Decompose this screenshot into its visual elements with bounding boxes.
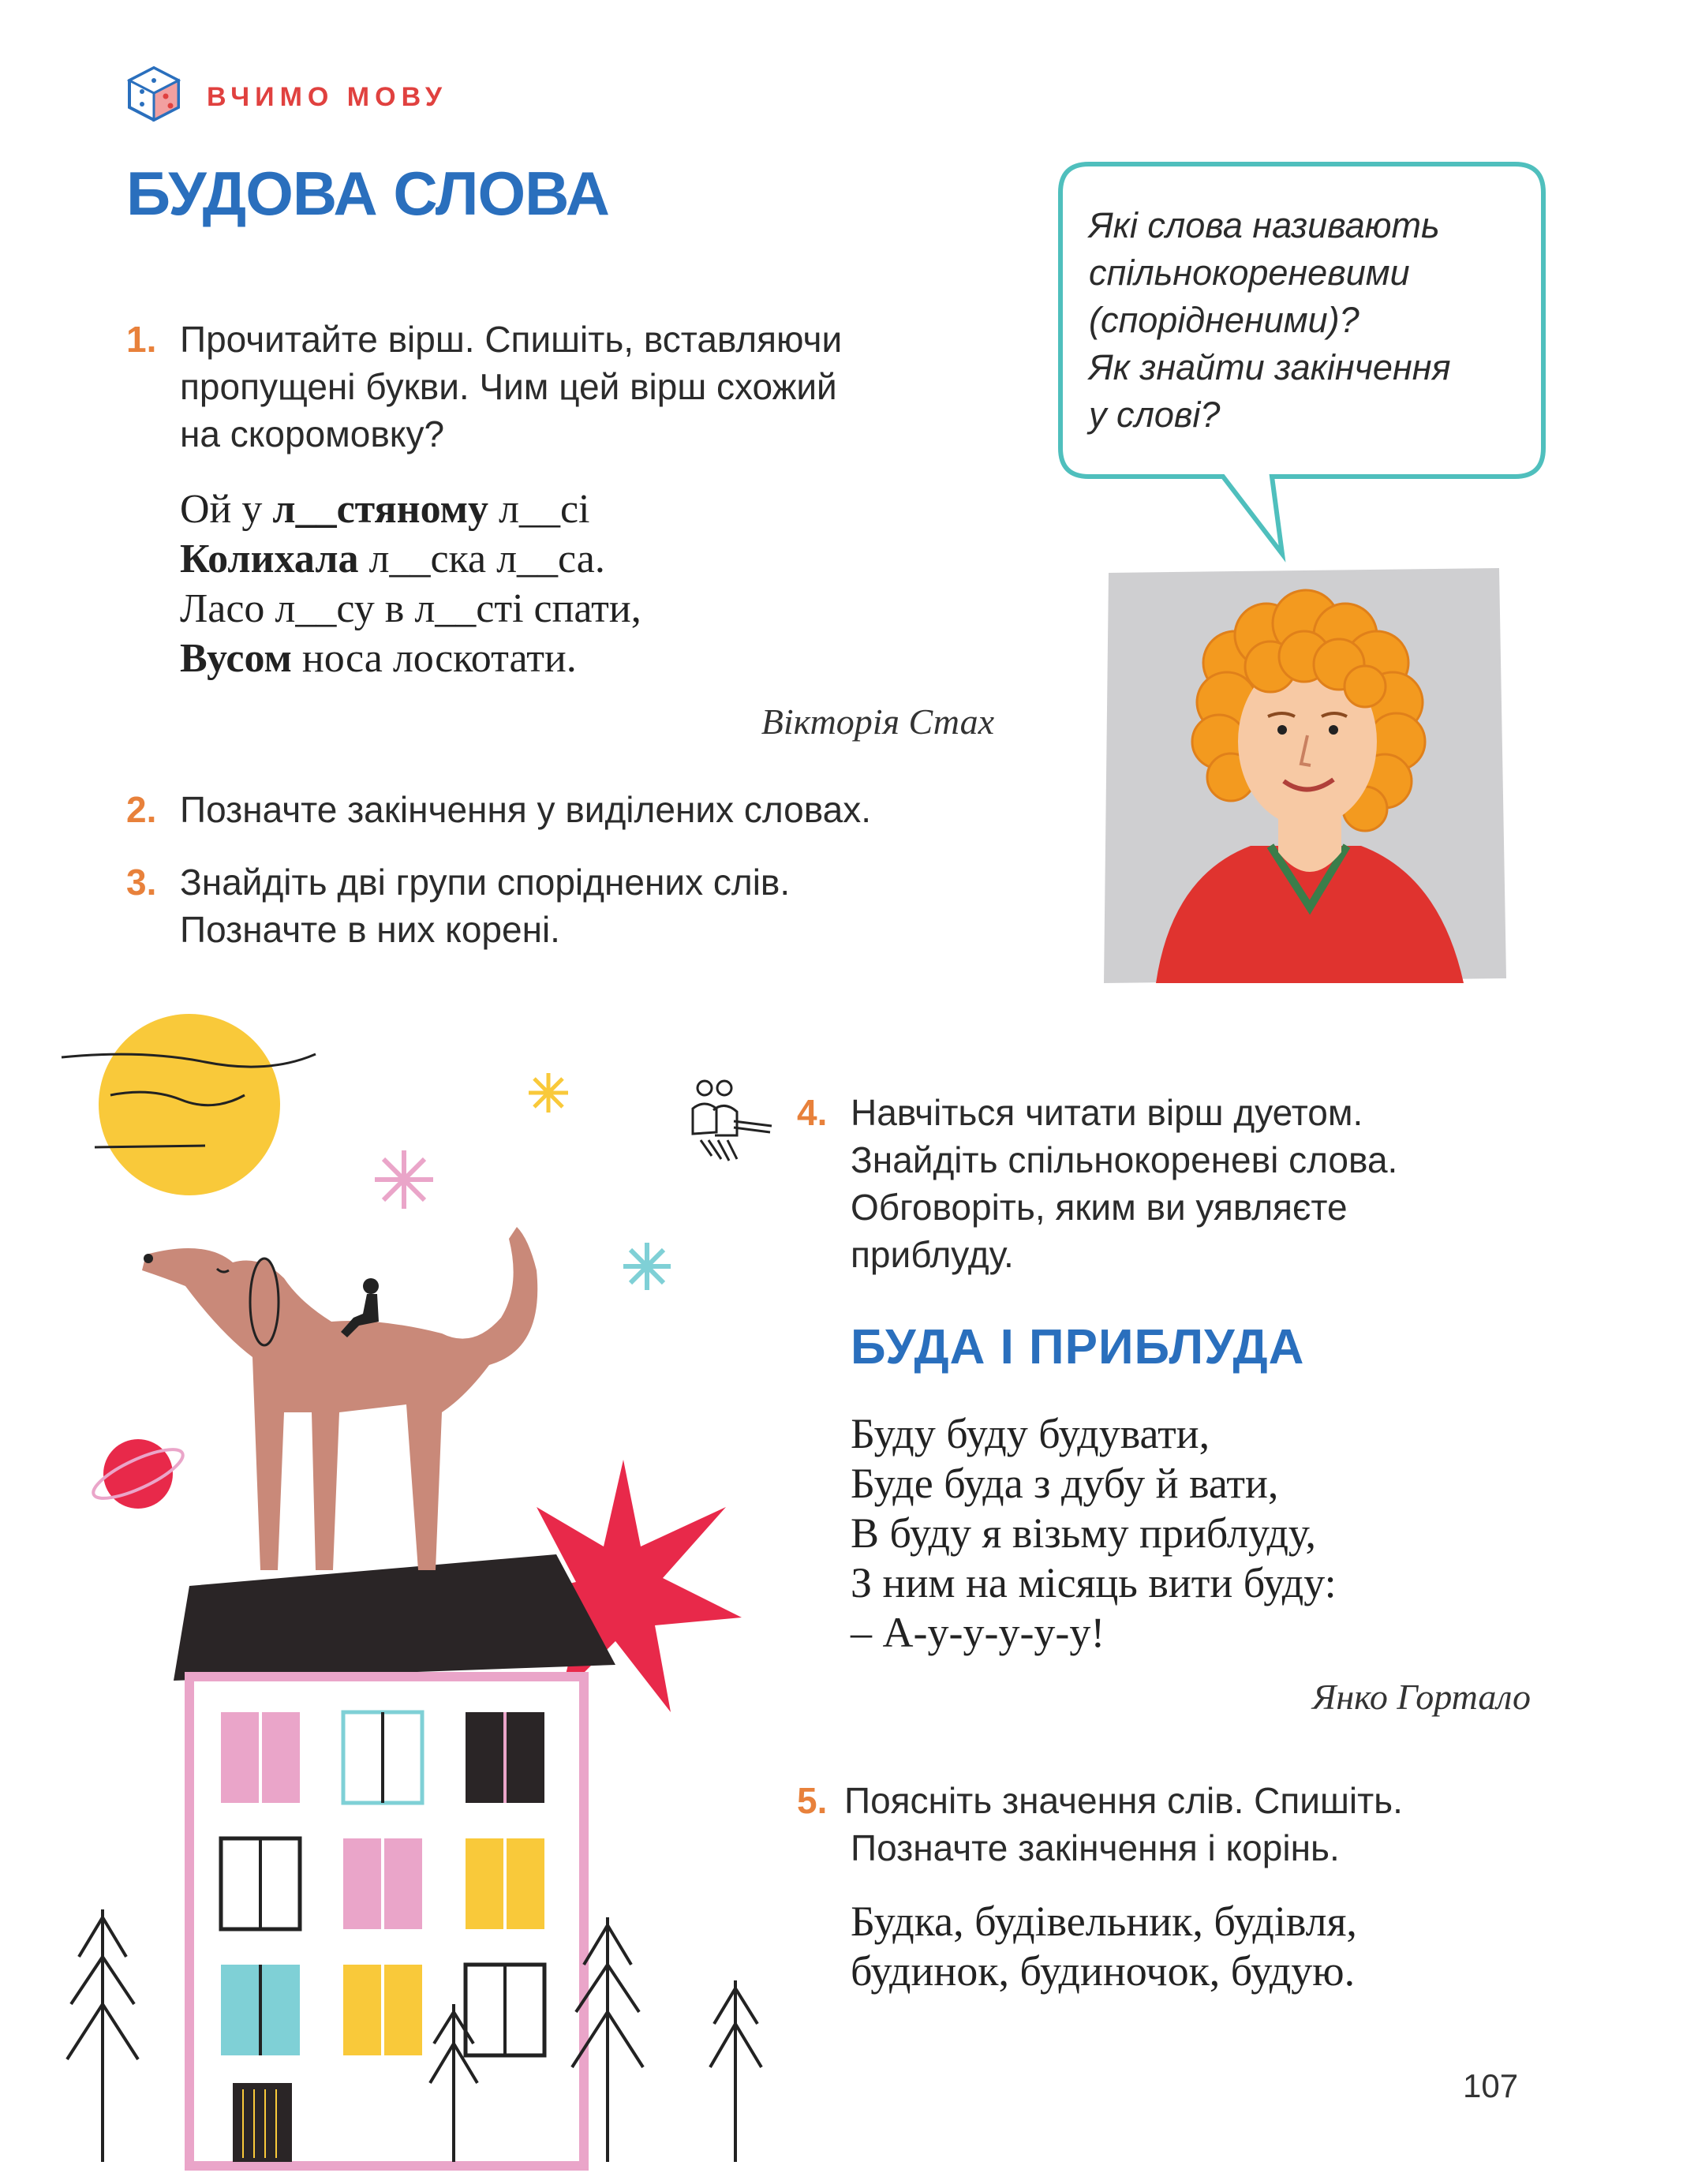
task-text-line: Обговоріть, яким ви уявляєте xyxy=(851,1187,1348,1228)
poem-line: Буду буду будувати, xyxy=(851,1410,1210,1457)
poem-fragment: носа лоскотати. xyxy=(291,636,577,681)
word-list xyxy=(851,1897,1357,1996)
poem-title: БУДА І ПРИБЛУДА xyxy=(851,1320,1305,1374)
poem-fragment: л__сі xyxy=(488,487,590,532)
poem-line xyxy=(180,634,641,683)
girl-illustration xyxy=(1101,568,1511,986)
poem-line: – А-у-у-у-у-у! xyxy=(851,1609,1105,1656)
task-number: 2. xyxy=(126,789,157,830)
planet-icon xyxy=(88,1439,189,1509)
task-3 xyxy=(126,858,1018,953)
bubble-line: Як знайти закінчення xyxy=(1089,347,1451,387)
poem-line: В буду я візьму приблуду, xyxy=(851,1509,1317,1557)
task-1 xyxy=(126,316,1018,458)
poem-fragment: Ласо л__су в л__сті спати, xyxy=(180,586,641,631)
task-4 xyxy=(797,1089,1625,1278)
task-text-line: Позначте закінчення у виділених словах. xyxy=(180,789,872,830)
task-text-line: Навчіться читати вірш дуетом. xyxy=(851,1092,1363,1133)
task-number: 5. xyxy=(797,1780,828,1821)
task-text-line: пропущені букви. Чим цей вірш схожий xyxy=(180,366,837,407)
poem-line xyxy=(180,534,641,584)
star-pink-icon xyxy=(375,1150,433,1209)
bubble-text xyxy=(1089,202,1531,439)
task-text-line: Поясніть значення слів. Спишіть. xyxy=(844,1780,1403,1821)
sun-icon xyxy=(99,1014,280,1195)
task-number: 3. xyxy=(126,862,157,903)
task-number: 1. xyxy=(126,319,157,360)
highlighted-word: л__стяному xyxy=(272,487,489,532)
word-line: будинок, будиночок, будую. xyxy=(851,1947,1356,1995)
star-yellow-icon xyxy=(529,1073,568,1113)
poem-author: Вікторія Стах xyxy=(761,701,994,742)
poem-line: З ним на місяць вити буду: xyxy=(851,1559,1337,1606)
section-label: ВЧИМО МОВУ xyxy=(207,82,447,112)
bubble-line: (спорідненими)? xyxy=(1089,300,1359,340)
duet-reading-icon xyxy=(685,1077,776,1172)
page-number: 107 xyxy=(1463,2067,1519,2104)
poem-author: Янко Гортало xyxy=(1312,1677,1531,1717)
page-title: БУДОВА СЛОВА xyxy=(126,159,609,228)
task-text-line: Позначте закінчення і корінь. xyxy=(851,1827,1340,1868)
dog-icon xyxy=(142,1227,537,1570)
poem-line xyxy=(180,584,641,634)
task-5 xyxy=(797,1777,1618,1872)
task-text-line: на скоромовку? xyxy=(180,413,445,454)
poem-fragment: Ой у xyxy=(180,487,273,532)
highlighted-word: Вусом xyxy=(180,636,292,681)
poem-line: Буде буда з дубу й вати, xyxy=(851,1460,1279,1507)
task-text-line: приблуду. xyxy=(851,1234,1014,1275)
poem-fragment: л__ска л__са. xyxy=(358,537,605,582)
bubble-line: спільнокореневими xyxy=(1089,252,1410,293)
dog-house-illustration xyxy=(47,1002,805,2178)
tree-icon xyxy=(67,1909,138,2162)
bubble-line: Які слова називають xyxy=(1089,205,1440,245)
tree-icon xyxy=(710,1980,761,2162)
dice-icon xyxy=(126,65,181,123)
task-text-line: Позначте в них корені. xyxy=(180,909,560,950)
poem-lisa xyxy=(180,484,641,683)
star-cyan-icon xyxy=(623,1243,671,1290)
poem-buda xyxy=(851,1409,1337,1658)
poem-line xyxy=(180,484,641,534)
bubble-line: у слові? xyxy=(1089,395,1221,435)
highlighted-word: Колихала xyxy=(180,537,359,582)
word-line: Будка, будівельник, будівля, xyxy=(851,1898,1357,1945)
task-text-line: Прочитайте вірш. Спишіть, вставляючи xyxy=(180,319,843,360)
task-text-line: Знайдіть дві групи споріднених слів. xyxy=(180,862,791,903)
task-text-line: Знайдіть спільнокореневі слова. xyxy=(851,1139,1398,1180)
task-2 xyxy=(126,786,1073,833)
task-number: 4. xyxy=(797,1092,828,1133)
